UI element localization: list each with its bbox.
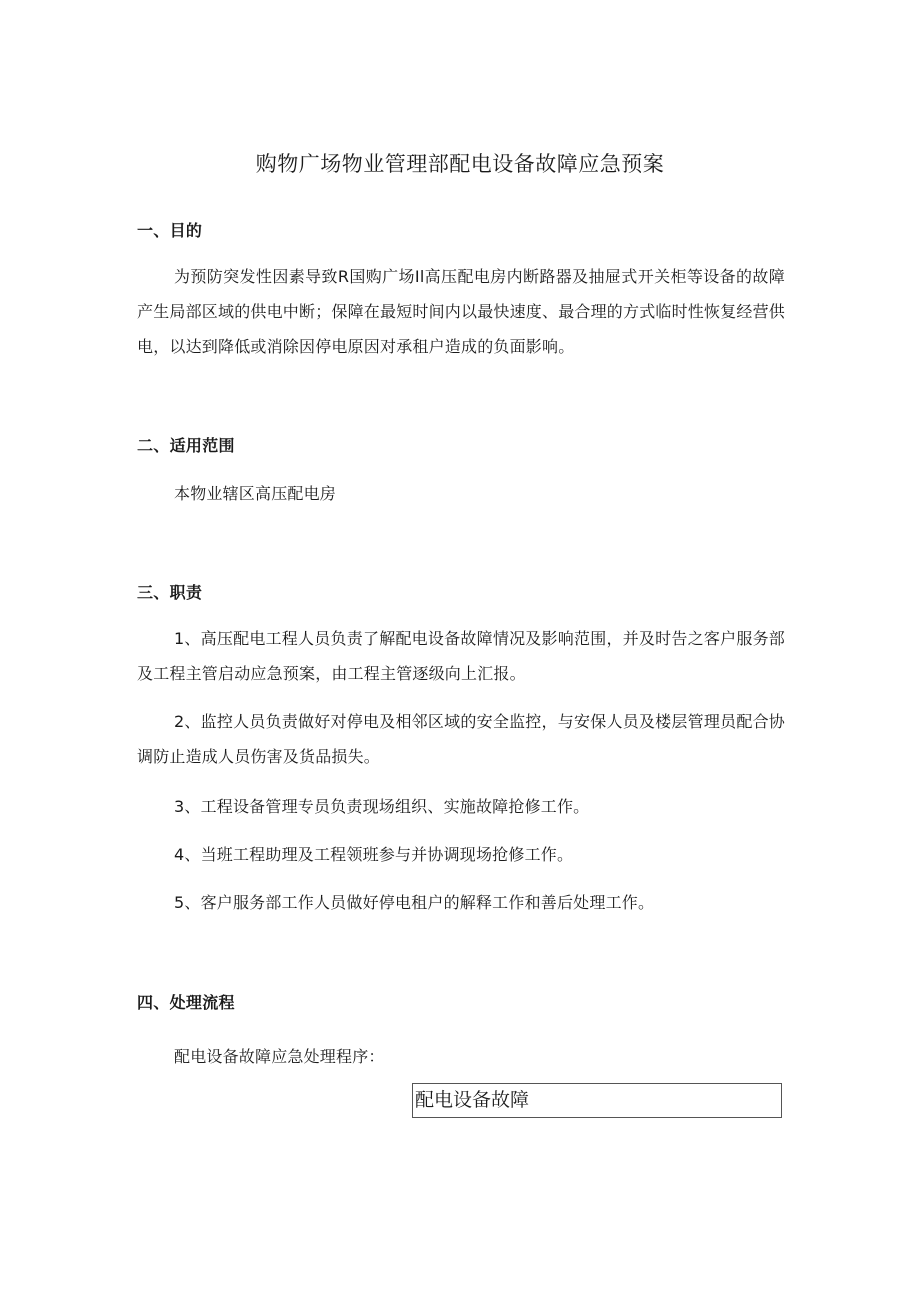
duty-item-5: 5、客户服务部工作人员做好停电租户的解释工作和善后处理工作。 — [174, 893, 655, 912]
section-heading-scope: 二、适用范围 — [137, 436, 235, 455]
document-title: 购物广场物业管理部配电设备故障应急预案 — [255, 152, 665, 176]
scope-text: 本物业辖区高压配电房 — [174, 484, 337, 503]
duty-item-2: 2、监控人员负责做好对停电及相邻区域的安全监控，与安保人员及楼层管理员配合协调防止造成人员伤害及货品损失。 — [137, 712, 785, 766]
section-heading-purpose: 一、目的 — [137, 221, 203, 240]
flowchart-box-fault: 配电设备故障 — [412, 1083, 782, 1118]
purpose-paragraph: 为预防突发性因素导致R国购广场Il高压配电房内断路器及抽屉式开关柜等设备的故障产生局部区域的供电中断；保障在最短时间内以最快速度、最合理的方式临时性恢复经营供电，以达到降低或消除因停电原因对承租户造成的负面影响。 — [137, 267, 786, 356]
process-intro: 配电设备故障应急处理程序： — [174, 1047, 385, 1066]
duty-item-3: 3、工程设备管理专员负责现场组织、实施故障抢修工作。 — [174, 797, 590, 816]
section-heading-process: 四、处理流程 — [137, 993, 235, 1012]
duty-item-1: 1、高压配电工程人员负责了解配电设备故障情况及影响范围，并及时告之客户服务部及工程主管启动应急预案，由工程主管逐级向上汇报。 — [137, 629, 785, 683]
duty-item-4: 4、当班工程助理及工程领班参与并协调现场抢修工作。 — [174, 845, 574, 864]
section-heading-duties: 三、职责 — [137, 583, 203, 602]
